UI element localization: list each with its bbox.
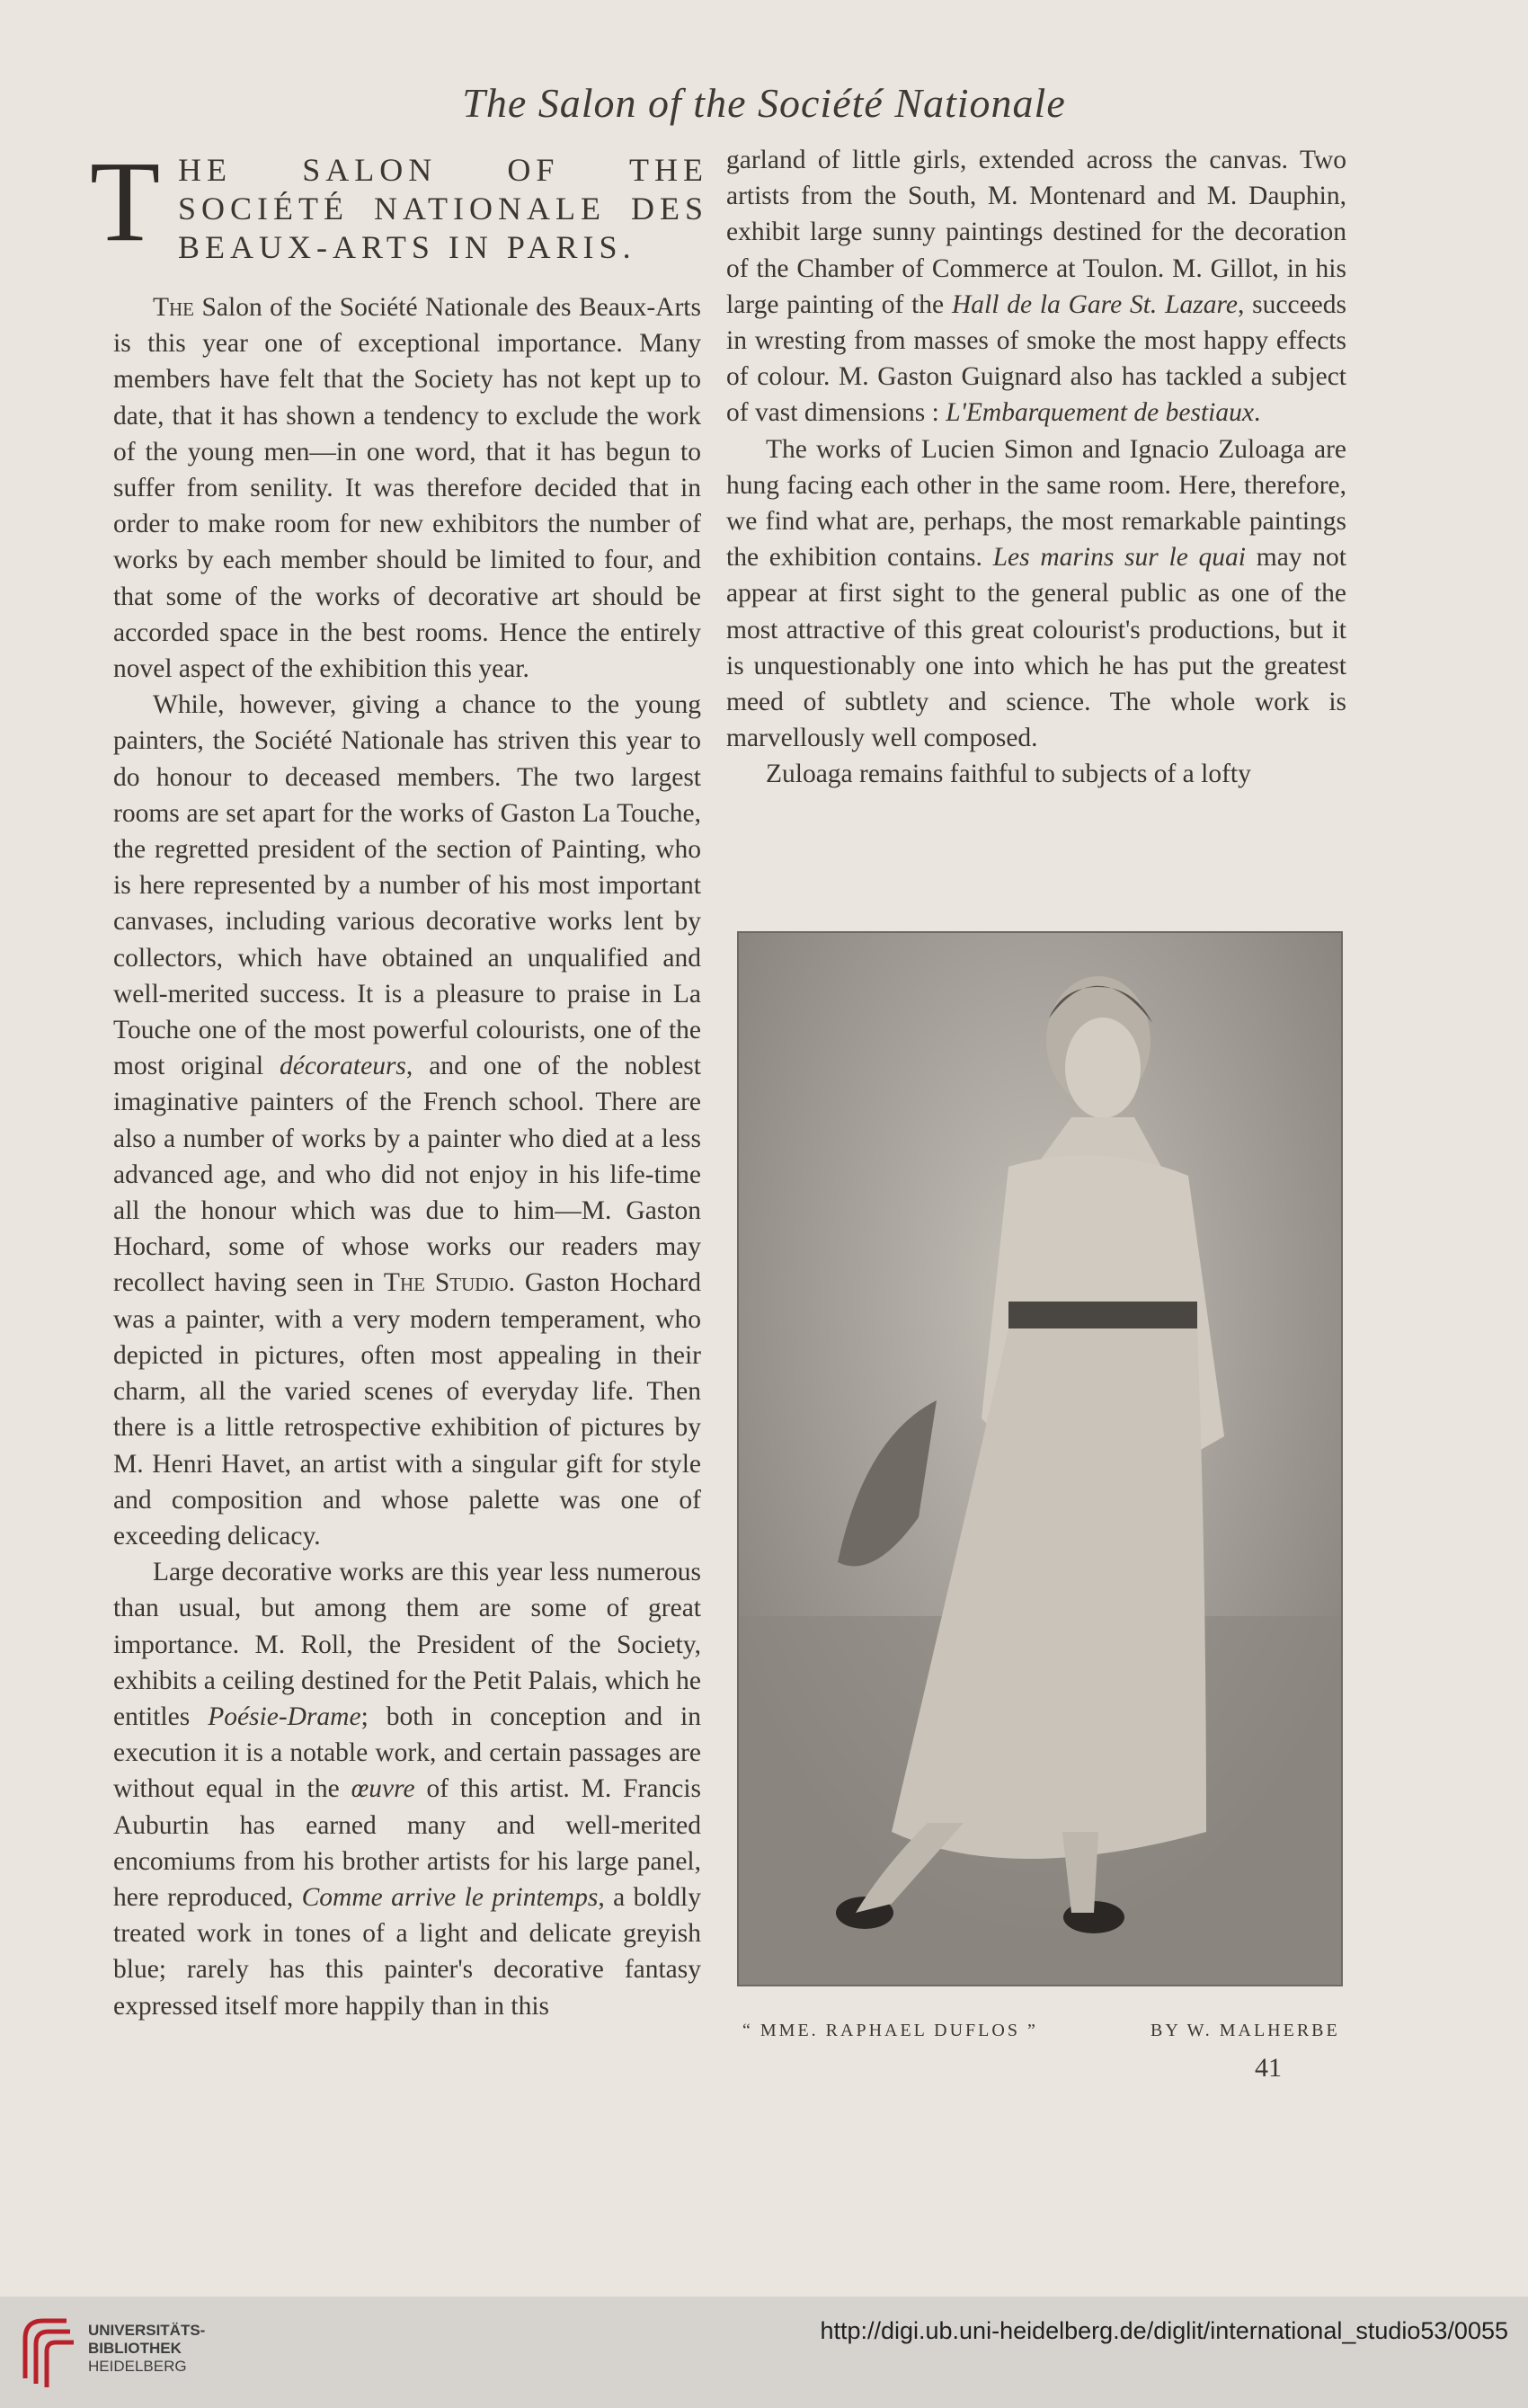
paragraph-2-text-a: While, however, giving a chance to the young painters, the Société Nationale has striven this year to do honour to deceased members. The two largest rooms are set apart for the works of Gaston La Touche, the regretted president of the section of Painting, who is here represented by a number of his most important canvases, including various decorative works lent by collectors, which have obtained an unqualified and well-merited success. It is a pleasure to praise in La Touche one of the most powerful colourists, one of the most original [113,690,701,1081]
paragraph-4-text-b: , succeeds in wresting from masses of smoke the most happy effects of colour. M. Gaston Guignard also has tackled a subject of vast dimensions : [726,289,1347,428]
paragraph-3-text-d: , a boldly treated work in tones of a light and delicate greyish blue; rarely has this painter's decorative fantasy expressed itself more happily than in this [113,1882,701,2021]
paragraph-2 [113,687,701,1554]
library-name-line-2: BIBLIOTHEK [88,2340,182,2357]
paragraph-4-italic-2: L'Embarquement de bestiaux [946,398,1254,428]
paragraph-5-text-b: may not appear at first sight to the general public as one of the most attractive of this great colourist's productions, but it is unquestionably one into which he has put the greatest meed of subtlety and science. The whole work is marvellously well composed. [726,543,1346,753]
paragraph-5 [726,431,1346,757]
paragraph-3-text-c: of this artist. M. Francis Auburtin has earned many and well-merited encomiums from his brother artists for his large panel, here reproduced, [113,1774,701,1912]
running-head: The Salon of the Société Nationale [462,80,1066,126]
painting-image [739,933,1343,1986]
paragraph-1 [113,289,701,687]
paragraph-1-text: Salon of the Société Nationale des Beaux-Arts is this year one of exceptional importance. Many members have felt that the Society has not kept up to date, that it has shown a tendency to exclude the work of the young men—in one word, that it has begun to suffer from senility. It was therefore decided that in order to make room for new exhibitors the number of works by each member should be limited to four, and that some of the works of decorative art should be accorded space in the best rooms. Hence the entirely novel aspect of the exhibition this year. [113,293,701,684]
right-column [726,142,1346,793]
painting-illustration [737,931,1343,1986]
paragraph-3-italic-1: Poésie-Drame [208,1702,361,1731]
library-logo-icon [16,2312,79,2389]
paragraph-3-italic-3: Comme arrive le printemps [301,1882,599,1912]
paragraph-4-italic-1: Hall de la Gare St. Lazare [951,289,1238,319]
paragraph-3-italic-2: œuvre [351,1774,415,1804]
page-number: 41 [1255,2053,1282,2083]
paragraph-3-text-a: Large decorative works are this year less numerous than usual, but among them are some of great importance. M. Roll, the President of the Society, exhibits a ceiling destined for the Petit Palais, which he entitles [113,1558,701,1731]
figure-caption-credit: BY W. MALHERBE [1150,2021,1340,2040]
source-url-link[interactable]: http://digi.ub.uni-heidelberg.de/diglit/international_studio53/0055 [820,2317,1508,2344]
paragraph-2-text-c: . Gaston Hochard was a painter, with a very modern temperament, who depicted in pictures, often most appealing in their charm, all the varied scenes of everyday life. Then there is a little retrospective exhibition of pictures by M. Henri Havet, an artist with a singular gift for style and composition and whose palette was one of exceeding delicacy. [113,1268,701,1551]
paragraph-4-text-c: . [1253,398,1261,428]
paragraph-3-text-b: ; both in conception and in execution it is a notable work, and certain passages are without equal in the [113,1702,701,1804]
paragraph-6 [726,756,1346,792]
paragraph-4 [726,142,1346,431]
library-name [88,2322,205,2376]
library-name-line-3: HEIDELBERG [88,2358,187,2375]
paragraph-6-text: Zuloaga remains faithful to subjects of a lofty [766,760,1251,789]
article-heading: HE SALON OF THE SOCIÉTÉ NATIONALE DES BEAUX-ARTS IN PARIS. [178,152,708,265]
paragraph-4-text-a: garland of little girls, extended across the canvas. Two artists from the South, M. Montenard and M. Dauphin, exhibit large sunny paintings destined for the decoration of the Chamber of Commerce at Toulon. M. Gillot, in his large painting of the [726,146,1346,319]
footer-bar [0,2297,1528,2408]
figure-caption-title: “ MME. RAPHAEL DUFLOS ” [742,2021,1038,2040]
paragraph-5-text-a: The works of Lucien Simon and Ignacio Zuloaga are hung facing each other in the same room. Here, therefore, we find what are, perhaps, the most remarkable paintings the exhibition contains. [726,434,1346,573]
magazine-title: The Studio [383,1268,509,1298]
article-heading-block [90,138,708,277]
paragraph-5-italic: Les marins sur le quai [992,543,1246,573]
paragraph-3 [113,1554,701,2024]
left-column [90,138,708,2024]
paragraph-2-text-b: , and one of the noblest imaginative painters of the French school. There are also a number of works by a painter who died at a less advanced age, and who did not enjoy in his life-time all the honour which was due to him—M. Gaston Hochard, some of whose works our readers may recollect having seen in [113,1052,701,1298]
library-name-line-1: UNIVERSITÄTS- [88,2322,206,2339]
paragraph-1-lead: The [153,293,195,322]
drop-cap: T [90,138,161,265]
paragraph-2-italic: décorateurs [280,1052,406,1081]
